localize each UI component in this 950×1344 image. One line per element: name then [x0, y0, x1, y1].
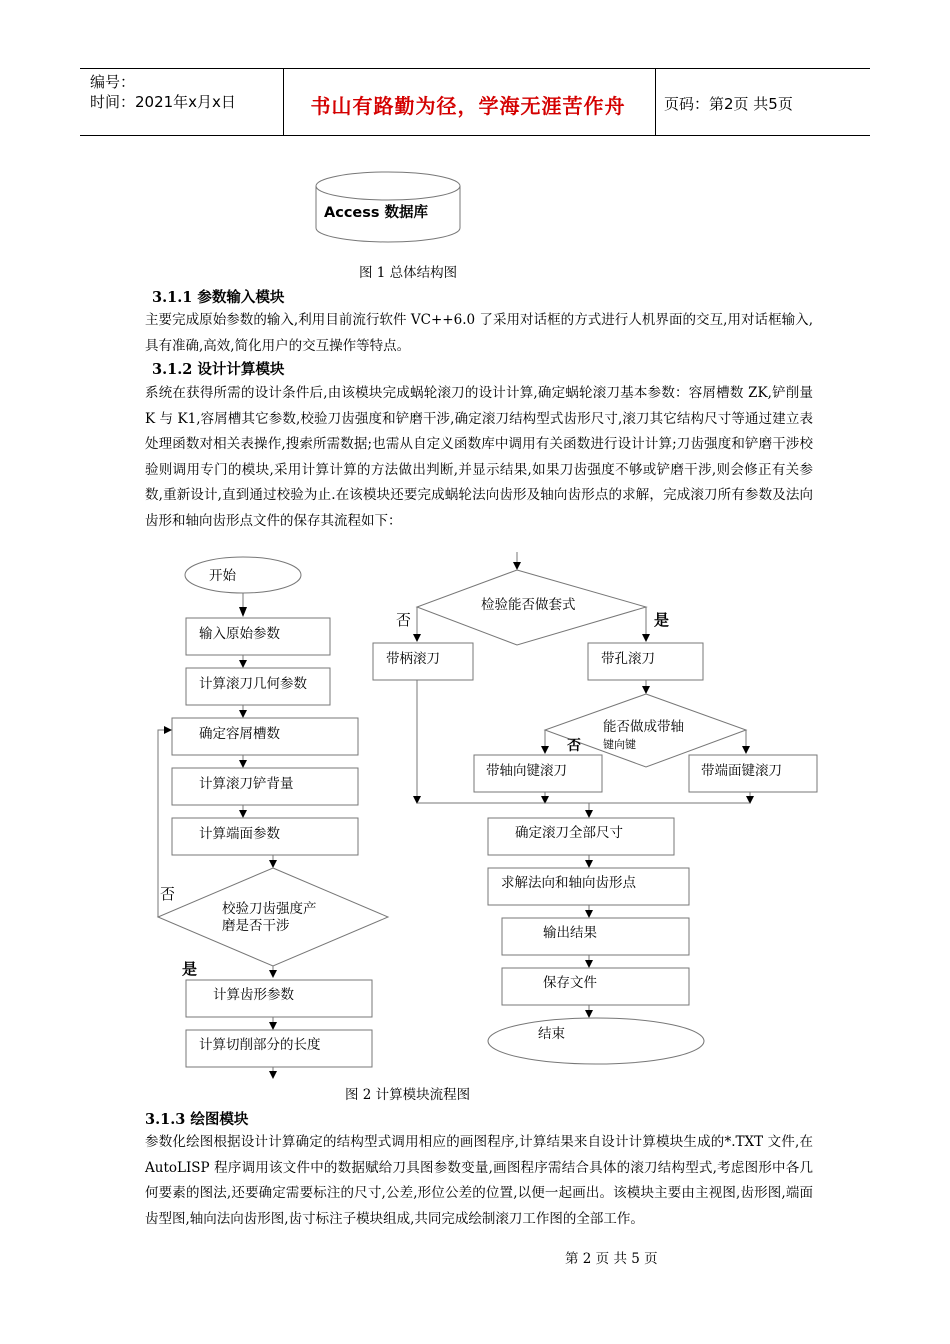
start-node [185, 557, 301, 593]
check-strength-no: 否 [160, 885, 176, 903]
database-cylinder-figure [310, 168, 470, 248]
axial-key-hob-label: 带轴向键滚刀 [486, 763, 567, 779]
start-label: 开始 [209, 568, 236, 584]
figure2-caption: 图 2 计算模块流程图 [345, 1087, 471, 1103]
end-face-label: 计算端面参数 [199, 826, 280, 842]
tooth-profile-label: 计算齿形参数 [213, 987, 294, 1003]
check-strength-label-1: 校验刀齿强度产 [222, 901, 317, 917]
all-dims-label: 确定滚刀全部尺寸 [515, 825, 623, 841]
keyway-label-2: 键向键 [603, 738, 636, 751]
end-label: 结束 [538, 1026, 565, 1042]
section-3-1-1-body: 主要完成原始参数的输入,利用目前流行软件 VC++6.0 了采用对话框的方式进行人机界面的交互,用对话框输入,具有准确,高效,简化用户的交互操作等特点。 [145, 312, 813, 354]
calc-geometry-label: 计算滚刀几何参数 [199, 676, 307, 692]
header-top-rule [80, 68, 870, 69]
keyway-label-1: 能否做成带轴 [603, 719, 684, 735]
section-3-1-3-body: 参数化绘图根据设计计算确定的结构型式调用相应的画图程序,计算结果来自设计计算模块生成的*.TXT 文件,在 AutoLISP 程序调用该文件中的数据赋给刀具图参数变量,画图程序需结合具体的滚刀结构型式,考虑图形中各几何要素的图法,还要确定需要标注的尺寸,公差,形位公差的位置,以便一起画出。该模块主要由主视图,齿形图,端面齿型图,轴向法向齿形图,齿寸标注子模块组成,共同完成绘制滚刀工作图的全部工作。 [145, 1134, 813, 1227]
output-label: 输出结果 [543, 925, 597, 941]
face-key-hob-label: 带端面键滚刀 [701, 763, 782, 779]
section-3-1-2-body: 系统在获得所需的设计条件后,由该模块完成蜗轮滚刀的设计计算,确定蜗轮滚刀基本参数：容屑槽数 ZK,铲削量 K 与 K1,容屑槽其它参数,校验刀齿强度和铲磨干涉,确定滚刀结构型式齿形尺寸,滚刀其它结构尺寸等通过建立表处理函数对相关表操作,搜索所需数据;也需从自定义函数库中调用有关函数进行设计计算;刀齿强度和铲磨干涉校验则调用专门的模块,采用计算计算的方法做出判断,并显示结果,如果刀齿强度不够或铲磨干涉,则会修正有关参数,重新设计,直到通过校验为止.在该模块还要完成蜗轮法向齿形及轴向齿形点的求解，完成滚刀所有参数及法向齿形和轴向齿形点文件的保存其流程如下： [145, 385, 813, 529]
check-set-label: 检验能否做套式 [481, 597, 576, 613]
check-set-yes: 是 [654, 611, 670, 629]
check-strength-yes: 是 [182, 960, 198, 978]
save-label: 保存文件 [543, 975, 597, 991]
cutting-length-label: 计算切削部分的长度 [199, 1037, 321, 1053]
section-3-1-1-heading: 3.1.1 参数输入模块 [152, 289, 285, 306]
section-3-1-3-heading: 3.1.3 绘图模块 [145, 1111, 249, 1128]
bore-hob-label: 带孔滚刀 [601, 651, 655, 667]
header-divider-right [655, 68, 656, 135]
end-node [488, 1018, 704, 1064]
header-motto: 书山有路勤为径，学海无涯苦作舟 [310, 94, 626, 118]
shank-hob-label: 带柄滚刀 [386, 651, 440, 667]
header-page-label: 页码：第2页 共5页 [664, 95, 793, 113]
keyway-no: 否 [567, 738, 581, 754]
check-strength-decision [158, 868, 388, 966]
check-strength-label-2: 磨是否干涉 [222, 918, 290, 934]
document-number-label: 编号： [90, 73, 136, 91]
check-set-no: 否 [396, 611, 412, 629]
solve-points-label: 求解法向和轴向齿形点 [501, 875, 636, 891]
database-label: Access 数据库 [324, 205, 429, 221]
chip-slots-label: 确定容屑槽数 [199, 726, 280, 742]
calculation-module-flowchart [150, 548, 830, 1083]
figure1-caption: 图 1 总体结构图 [359, 265, 458, 281]
header-bottom-rule [80, 135, 870, 136]
input-params-label: 输入原始参数 [199, 626, 280, 642]
footer-page-number: 第 2 页 共 5 页 [565, 1251, 658, 1267]
section-3-1-2-heading: 3.1.2 设计计算模块 [152, 361, 285, 378]
document-time-label: 时间：2021年x月x日 [90, 93, 236, 111]
relief-label: 计算滚刀铲背量 [199, 776, 294, 792]
